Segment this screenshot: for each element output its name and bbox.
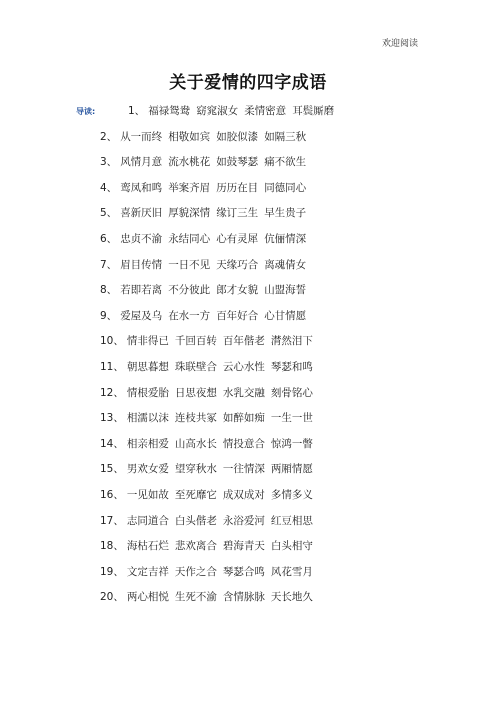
list-item [100,590,313,604]
item-number: 6、 [100,233,118,245]
idiom-term: 情根爱胎 [126,386,169,399]
idiom-term: 如隔三秋 [264,130,307,143]
item-number: 16、 [100,489,124,501]
item-number: 1、 [128,105,146,117]
idiom-term: 望穿秋水 [174,463,217,476]
idiom-term: 山盟海誓 [264,284,307,297]
idiom-term: 刻骨铭心 [270,386,313,399]
list-item [100,565,313,579]
item-number: 3、 [100,156,118,169]
list-item [100,258,306,272]
item-number: 8、 [100,284,118,297]
item-number: 19、 [100,565,124,578]
list-item [100,206,306,220]
idiom-term: 忠贞不渝 [120,233,163,245]
idiom-term: 至死靡它 [174,489,217,501]
idiom-term: 如醉如痴 [222,412,265,425]
list-item [100,488,313,502]
idiom-term: 喜新厌旧 [120,207,163,220]
idiom-term: 千回百转 [174,335,217,348]
idiom-term: 在水一方 [168,309,211,322]
idiom-term: 珠联壁合 [174,361,217,373]
idiom-term: 文定吉祥 [126,565,169,578]
idiom-term: 红豆相思 [270,514,313,527]
idiom-term: 永浴爱河 [222,514,265,527]
idiom-term: 离魂倩女 [264,258,307,271]
idiom-term: 多情多义 [270,489,313,501]
item-number: 17、 [100,514,124,527]
idiom-term: 从一而终 [120,130,163,143]
idiom-term: 风情月意 [120,156,163,169]
idiom-term: 百年好合 [216,309,259,322]
idiom-term: 成双成对 [222,489,265,501]
list-item [100,360,313,374]
idiom-term: 日思夜想 [174,386,217,399]
list-item [100,514,313,528]
list-item [100,411,313,425]
idiom-term: 耳鬓厮磨 [292,105,335,117]
list-item [100,232,306,246]
list-item [100,539,313,553]
idiom-term: 一见如故 [126,489,169,501]
idiom-term: 天作之合 [174,565,217,578]
idiom-term: 早生贵子 [264,207,307,220]
list-item [100,130,306,144]
header-note: 欢迎阅读 [381,39,418,49]
idiom-term: 天长地久 [270,591,313,604]
list-item [100,386,313,400]
idiom-term: 惊鸿一瞥 [270,437,313,450]
idiom-term: 情投意合 [222,437,265,450]
item-number: 10、 [100,335,124,348]
idiom-term: 一日不见 [168,258,211,271]
idiom-term: 相濡以沫 [126,412,169,425]
idiom-term: 相敬如宾 [168,130,211,143]
list-item [100,309,306,323]
list-item [100,462,313,476]
idiom-term: 男欢女爱 [126,463,169,476]
idiom-term: 云心水性 [222,361,265,373]
idiom-term: 流水桃花 [168,156,211,169]
idiom-term: 如鼓琴瑟 [216,156,259,169]
list-item [100,437,313,451]
idiom-term: 福禄鸳鸯 [148,105,191,117]
idiom-term: 风花雪月 [270,565,313,578]
idiom-term: 水乳交融 [222,386,265,399]
idiom-term: 鸾凤和鸣 [120,181,163,194]
idiom-term: 窈窕淑女 [196,105,239,117]
idiom-term: 眉目传情 [120,258,163,271]
idiom-term: 缘订三生 [216,207,259,220]
idiom-term: 碧海青天 [222,540,265,553]
idiom-term: 白头相守 [270,540,313,553]
idiom-term: 悲欢离合 [174,540,217,553]
idiom-term: 山高水长 [174,437,217,450]
item-number: 20、 [100,591,124,604]
item-number: 7、 [100,258,118,271]
idiom-term: 不分彼此 [168,284,211,297]
idiom-term: 情非得已 [126,335,169,348]
item-number: 5、 [100,207,118,220]
idiom-term: 生死不渝 [174,591,217,604]
idiom-term: 厚貌深情 [168,207,211,220]
idiom-term: 两心相悦 [126,591,169,604]
list-item [128,104,334,118]
idiom-term: 两厢情愿 [270,463,313,476]
list-item [100,334,313,348]
item-number: 12、 [100,386,124,399]
idiom-term: 琴瑟和鸣 [270,361,313,373]
idiom-term: 海枯石烂 [126,540,169,553]
list-item [100,181,306,195]
idiom-term: 含情脉脉 [222,591,265,604]
item-number: 11、 [100,361,124,373]
idiom-term: 琴瑟合鸣 [222,565,265,578]
idiom-term: 郎才女貌 [216,284,259,297]
item-number: 14、 [100,437,124,450]
idiom-term: 白头偕老 [174,514,217,527]
idiom-term: 志同道合 [126,514,169,527]
idiom-term: 一往情深 [222,463,265,476]
idiom-term: 潸然泪下 [270,335,313,348]
list-item [100,155,306,169]
item-number: 2、 [100,130,118,143]
idiom-term: 心有灵犀 [216,233,259,245]
idiom-term: 历历在目 [216,181,259,194]
idiom-term: 爱屋及乌 [120,309,163,322]
idiom-term: 一生一世 [270,412,313,425]
item-number: 18、 [100,540,124,553]
idiom-term: 天缘巧合 [216,258,259,271]
idiom-term: 伉俪情深 [264,233,307,245]
list-item [100,283,306,297]
idiom-term: 痛不欲生 [264,156,307,169]
idiom-term: 如胶似漆 [216,130,259,143]
item-number: 4、 [100,181,118,194]
idiom-term: 朝思暮想 [126,361,169,373]
idiom-term: 若即若离 [120,284,163,297]
idiom-term: 永结同心 [168,233,211,245]
idiom-term: 举案齐眉 [168,181,211,194]
idiom-term: 心甘情愿 [264,309,307,322]
item-number: 9、 [100,309,118,322]
idiom-term: 柔情密意 [244,105,287,117]
idiom-term: 连枝共冢 [174,412,217,425]
item-number: 13、 [100,412,124,425]
idiom-term: 相亲相爱 [126,437,169,450]
guide-label: 导读: [76,107,96,116]
idiom-term: 同德同心 [264,181,307,194]
item-number: 15、 [100,463,124,476]
idiom-term: 百年偕老 [222,335,265,348]
document-title: 关于爱情的四字成语 [169,73,327,93]
